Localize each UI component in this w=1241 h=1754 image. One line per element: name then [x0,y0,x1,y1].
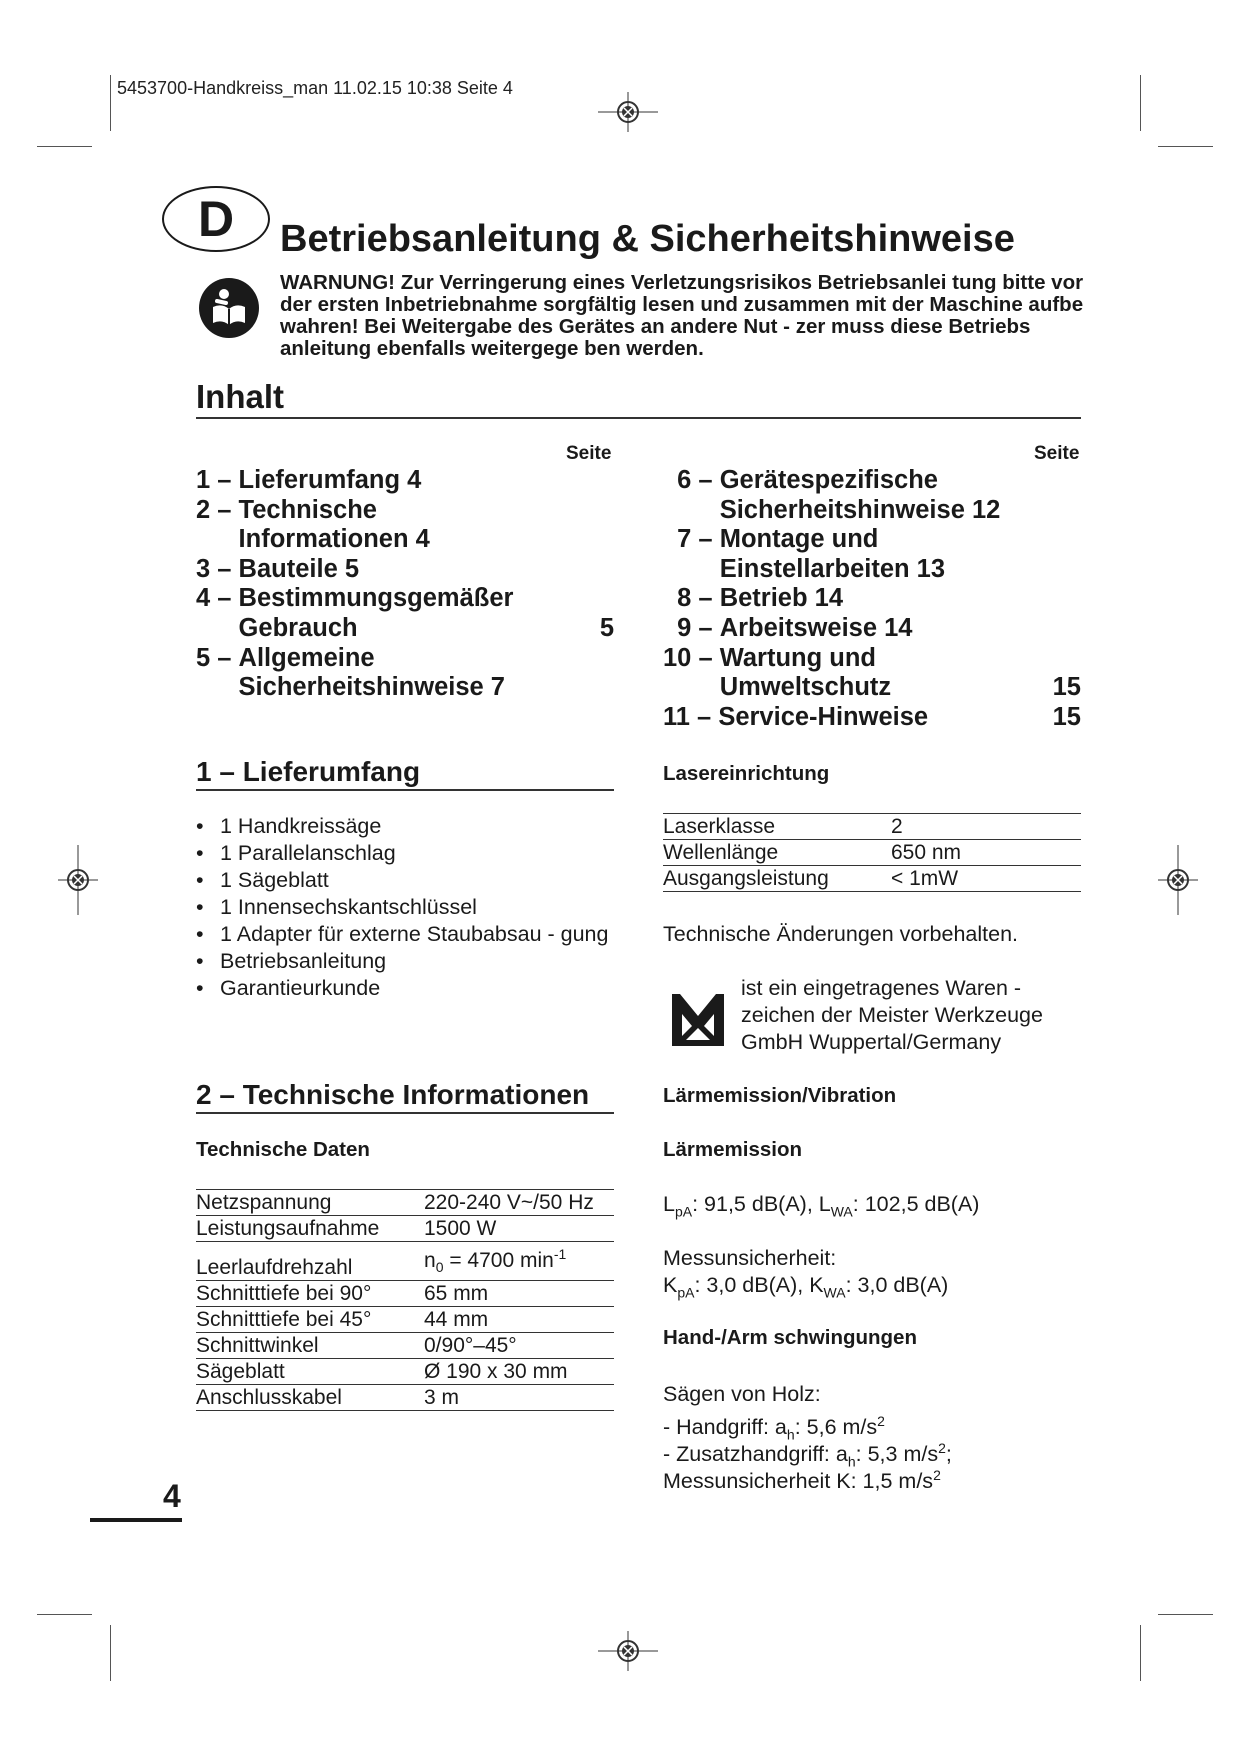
toc-entry-line: Gerätespezifische [719,466,938,494]
lieferumfang-item: • Betriebsanleitung [196,948,614,975]
toc-entry-line: Informationen 4 [238,525,430,554]
spec-value: 2 [891,814,1081,840]
toc-divider [196,417,1081,419]
toc-entry-text [239,584,614,643]
toc-entry-line: Arbeitsweise 14 [719,613,913,642]
spec-value: 3 m [424,1385,614,1411]
spec-value: 65 mm [424,1281,614,1307]
toc-entry-line: Umweltschutz [719,673,892,702]
registration-mark-icon [58,845,98,915]
spec-row [196,1190,614,1216]
spec-value: Ø 190 x 30 mm [424,1359,614,1385]
language-badge: D [162,186,270,252]
toc-entry-number: 4 – [196,584,239,613]
toc-entry [663,644,1081,703]
toc-entry-line: Montage und [719,525,879,554]
crop-mark [37,1614,92,1615]
meister-logo [668,990,728,1050]
lieferumfang-item: • 1 Innensechskantschlüssel [196,894,614,921]
toc-entry [196,584,614,643]
spec-row [196,1281,614,1307]
toc-entry-number: 1 – [196,466,239,494]
toc-entry-line: Sicherheitshinweise 7 [238,673,505,702]
toc-entry [196,496,614,555]
vibration-uncertainty: Messunsicherheit K: 1,5 $m/s^2$ [663,1467,941,1494]
toc-entry-number: 3 – [196,554,239,583]
laser-table [663,813,1081,892]
toc-entry-text [239,496,614,555]
spec-label: Schnittwinkel [196,1333,424,1359]
spec-label: Netzspannung [196,1190,424,1216]
technische-daten-table [196,1189,614,1411]
toc-page-label: Seite [1034,443,1080,464]
page-number: 4 [163,1478,181,1514]
toc-entry [196,466,614,496]
spec-row [663,840,1081,866]
spec-row [663,866,1081,892]
toc-entry-number: 5 – [196,643,239,672]
crop-mark [1140,1625,1141,1681]
lieferumfang-item: • 1 Parallelanschlag [196,840,614,867]
sound-levels: $L_{pA}$: 91,5 dB(A), $L_{WA}$: 102,5 dB(A) [663,1192,980,1220]
toc-entry-number: 6 – [663,466,720,494]
section-heading-lieferumfang: 1 – Lieferumfang [196,756,421,787]
spec-value: 1500 W [424,1216,614,1242]
registration-mark-icon [598,1631,658,1671]
spec-label: Sägeblatt [196,1359,424,1385]
toc-entry [196,555,614,585]
toc-entry-line: Service-Hinweise [718,702,929,731]
toc-entry-line: Betrieb 14 [719,584,844,613]
spec-label: Schnitttiefe bei 45° [196,1307,424,1333]
spec-value: $n_0 = 4700$ $\min^{-1}$ [424,1242,614,1281]
toc-entry-line: Sicherheitshinweise 12 [719,495,1001,524]
toc-entry-page: 15 [1052,673,1081,702]
section-heading-technische-informationen: 2 – Technische Informationen [196,1079,590,1110]
toc-entry [663,584,1081,614]
spec-row [196,1359,614,1385]
toc-page-label: Seite [566,443,612,464]
crop-mark [110,1625,111,1681]
toc-heading: Inhalt [196,378,284,415]
spec-value: 0/90°–45° [424,1333,614,1359]
toc-entry-text [239,644,614,703]
toc-entry-number: 11 – [663,702,719,731]
crop-mark [110,75,111,131]
spec-label: Schnitttiefe bei 90° [196,1281,424,1307]
spec-label: Leerlaufdrehzahl [196,1242,424,1281]
toc-entry-text [720,614,1081,644]
registration-mark-icon [1158,845,1198,915]
toc-entry-line: Lieferumfang 4 [238,466,422,494]
toc-entry-page: 15 [1052,702,1081,731]
toc-entry-number: 10 – [663,643,720,672]
spec-value: < 1mW [891,866,1081,892]
vibration-heading: Hand-/Arm schwingungen [663,1326,917,1349]
spec-value: 220-240 V~/50 Hz [424,1190,614,1216]
toc-entry-text [720,466,1081,525]
vibration-handgriff: - Handgriff: $a_h$: 5,6 $m/s^2$ [663,1413,885,1443]
crop-mark [1158,146,1213,147]
print-header: 5453700-Handkreiss_man 11.02.15 10:38 Seite 4 [117,78,513,98]
uncertainty-label: Messunsicherheit: [663,1246,837,1270]
lieferumfang-item: • 1 Handkreissäge [196,813,614,840]
lieferumfang-list [196,813,614,1002]
noise-vibration-heading: Lärmemission/Vibration [663,1084,897,1107]
spec-label: Anschlusskabel [196,1385,424,1411]
registration-mark-icon [598,92,658,132]
spec-row [663,814,1081,840]
spec-value: 650 nm [891,840,1081,866]
spec-label: Leistungsaufnahme [196,1216,424,1242]
spec-value: 44 mm [424,1307,614,1333]
crop-mark [1158,1614,1213,1615]
toc-entry-text [720,644,1081,703]
toc-entry-line: Bestimmungsgemäßer [238,584,514,613]
toc-entry-number: 7 – [663,525,720,554]
section-divider [196,1112,614,1114]
page-title: Betriebsanleitung & Sicherheitshinweise [280,218,1015,260]
trademark-text: ist ein eingetragenes Waren - zeichen der Meister Werkzeuge GmbH Wuppertal/Germany [741,976,1043,1054]
spec-label: Laserklasse [663,814,891,840]
section-divider [196,789,614,791]
toc-entry-line: Bauteile 5 [238,554,360,583]
spec-row [196,1385,614,1411]
lieferumfang-item: • 1 Adapter für externe Staubabsau - gung [196,921,614,948]
lieferumfang-item: • Garantieurkunde [196,975,614,1002]
toc-entry [196,644,614,703]
toc-entry-number: 9 – [663,613,720,642]
changes-note: Technische Änderungen vorbehalten. [663,922,1019,946]
spec-label: Ausgangsleistung [663,866,891,892]
spec-label: Wellenlänge [663,840,891,866]
lieferumfang-item: • 1 Sägeblatt [196,867,614,894]
spec-row [196,1242,614,1281]
read-manual-icon [198,277,260,339]
warning-text: WARNUNG! Zur Verringerung eines Verletzungsrisikos Betriebsanlei tung bitte vor der ersten Inbetriebnahme sorgfältig lesen und zusammen mit der Maschine aufbe wahren! Bei Weitergabe des Gerätes an andere Nut - zer muss diese Betriebs anleitung ebenfalls weitergege ben werden. [280,271,1084,360]
noise-emission-heading: Lärmemission [663,1138,802,1161]
crop-mark [1140,75,1141,131]
toc-entry-number: 8 – [663,584,720,613]
toc-right-column [663,466,1081,732]
page-number-rule [90,1518,182,1522]
toc-entry-line: Gebrauch [238,613,358,642]
toc-entry-text [720,584,1081,614]
toc-entry-line: Einstellarbeiten 13 [719,554,946,583]
spec-row [196,1307,614,1333]
toc-entry-text [239,466,614,496]
toc-entry-line: Wartung und [719,643,876,672]
toc-entry [663,703,1081,733]
lasereinrichtung-heading: Lasereinrichtung [663,762,830,785]
uncertainty-values: $K_{pA}$: 3,0 dB(A), $K_{WA}$: 3,0 dB(A) [663,1273,949,1301]
vibration-intro: Sägen von Holz: [663,1382,821,1406]
toc-entry-text [718,703,1081,733]
toc-entry-line: Technische [238,495,377,524]
vibration-zusatzhandgriff: - Zusatzhandgriff: $a_h$: 5,3 $m/s^2$; [663,1440,952,1470]
toc-entry [663,525,1081,584]
crop-mark [37,146,92,147]
toc-left-column [196,466,614,703]
toc-entry-line: Allgemeine [238,643,375,672]
toc-entry-text [720,525,1081,584]
toc-entry-number: 2 – [196,495,239,524]
spec-row [196,1216,614,1242]
toc-entry [663,614,1081,644]
toc-entry-text [239,555,614,585]
toc-entry-page: 5 [599,613,614,642]
toc-entry [663,466,1081,525]
spec-row [196,1333,614,1359]
technische-daten-heading: Technische Daten [196,1138,370,1161]
